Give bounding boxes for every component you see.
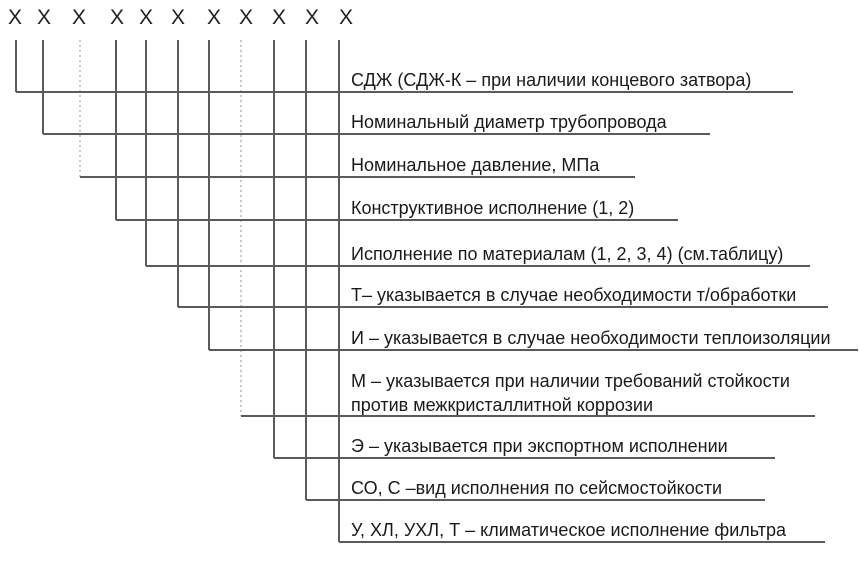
- code-position-4: X: [109, 6, 125, 29]
- row-label-heat-treatment: Т– указывается в случае необходимости т/обработки: [351, 285, 797, 305]
- row-label-thermal-insulation: И – указывается в случае необходимости теплоизоляции: [351, 328, 831, 348]
- row-label-seismic-version: СО, С –вид исполнения по сейсмостойкости: [351, 478, 723, 498]
- code-position-8: X: [238, 6, 254, 29]
- row-label-export-version: Э – указывается при экспортном исполнении: [351, 436, 728, 456]
- row-label-corrosion-resistance: [351, 369, 790, 417]
- row-label-material-version: Исполнение по материалам (1, 2, 3, 4) (см.таблицу): [351, 244, 784, 264]
- row-label-nominal-diameter: Номинальный диаметр трубопровода: [351, 112, 667, 132]
- row-label-series: СДЖ (СДЖ-К – при наличии концевого затвора): [351, 70, 752, 90]
- code-position-2: X: [36, 6, 52, 29]
- row-label-nominal-pressure: Номинальное давление, МПа: [351, 155, 600, 175]
- code-position-5: X: [138, 6, 154, 29]
- code-position-9: X: [271, 6, 287, 29]
- code-position-11: X: [338, 6, 354, 29]
- row-label-corrosion-resistance-line-1: М – указывается при наличии требований стойкости: [351, 371, 790, 391]
- code-position-7: X: [206, 6, 222, 29]
- row-label-design-version: Конструктивное исполнение (1, 2): [351, 198, 635, 218]
- row-label-climatic-version: У, ХЛ, УХЛ, Т – климатическое исполнение фильтра: [351, 520, 787, 540]
- code-position-6: X: [170, 6, 186, 29]
- code-position-3: X: [71, 6, 87, 29]
- code-position-10: X: [304, 6, 320, 29]
- code-position-1: X: [7, 6, 23, 29]
- row-label-corrosion-resistance-line-2: против межкристаллитной коррозии: [351, 395, 654, 415]
